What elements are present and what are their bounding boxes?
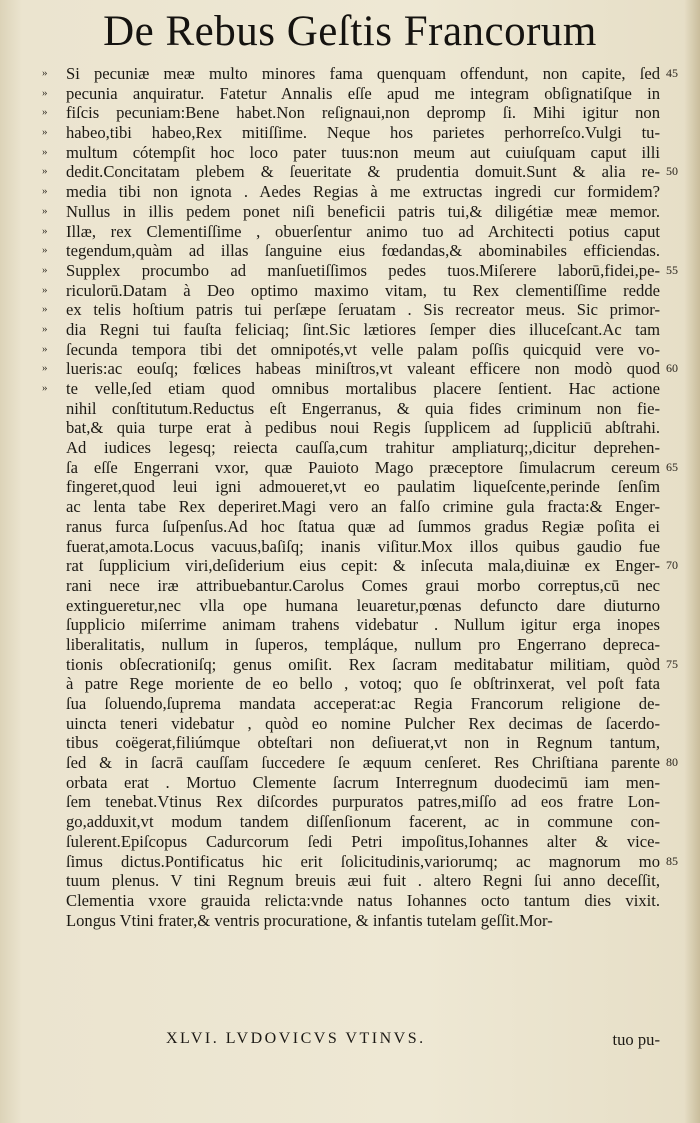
text-line [66, 753, 678, 773]
catchword: tuo pu- [612, 1030, 660, 1049]
text-line [66, 812, 660, 832]
text-line [66, 694, 660, 714]
text-line [42, 319, 660, 340]
text-line [66, 911, 660, 931]
line-number: 65 [666, 459, 678, 474]
line-text: Nullus in illis pedem ponet niſi beneficii patris tui,& diligétiæ meæ memor. [66, 201, 660, 221]
text-line [42, 123, 660, 143]
line-text: ſem tenebat.Vtinus Rex diſcordes purpuratos patres,miſſo ad eos fratre Lon- [66, 792, 660, 812]
page-edge-shadow [684, 0, 700, 1123]
text-line [66, 654, 678, 675]
text-line [66, 399, 660, 419]
line-text: ſecunda tempora tibi det omnipotés,vt velle palam poſſis quicquid vere vo- [66, 339, 660, 359]
text-line [42, 379, 660, 399]
text-line [66, 832, 660, 852]
text-line [42, 142, 660, 163]
line-number: 55 [666, 262, 678, 277]
line-text: Ad iudices legesq; reiecta cauſſa,cum trahitur ampliaturq;,dicitur deprehen- [66, 438, 660, 458]
quotation-mark: » [42, 86, 48, 99]
line-text: ſed & in ſacrā cauſſam ſuccedere ſe æquum cenſeret. Res Chriſtiana parente [66, 753, 660, 773]
section-heading: XLVI. LVDOVICVS VTINVS. [166, 1030, 426, 1047]
line-text: à patre Rege moriente de eo bello , votoq; quo ſe obſtrinxerat, vel poſt fata [66, 674, 660, 694]
line-text: ac lenta tabe Rex deperiret.Magi vero an falſo crimine gula fracta:& Enger- [66, 497, 660, 517]
quotation-mark: » [42, 362, 48, 375]
line-text: rat ſupplicium viri,deſiderium eius cepit: & inſecuta mala,diuinæ ex Enger- [66, 556, 660, 576]
quotation-mark: » [42, 263, 48, 276]
text-line [42, 241, 660, 261]
line-text: ſupplicio miſerrime animam trahens videbatur . Nullum igitur erga inopes [66, 615, 660, 635]
text-line [42, 162, 678, 182]
line-text: te velle,ſed etiam quod omnibus mortalibus placere ſentient. Hac actione [66, 379, 660, 398]
line-text: nihil conſtitutum.Reductus eſt Engerranus, & quia fides criminum non fie- [66, 398, 660, 418]
text-line [66, 596, 660, 616]
text-line [66, 556, 678, 576]
body-text [42, 64, 678, 930]
line-text: extingueretur,nec vlla ope humana leuaretur,pœnas defuncto dare diuturno [66, 595, 660, 615]
text-line [66, 438, 660, 458]
line-text: ſa eſſe Engerrani vxor, quæ Pauioto Mago præceptore ſimulacrum cereum [66, 457, 660, 477]
text-line [66, 576, 660, 596]
line-text: go,adduxit,vt modum tandem diſſenſionum facerent, ac in commune con- [66, 812, 660, 832]
quotation-mark: » [42, 204, 48, 217]
line-text: dedit.Concitatam plebem & ſeueritate & prudentia domuit.Sunt & alia re- [66, 162, 660, 182]
line-text: fiſcis pecuniam:Bene habet.Non reſignaui,non depromp ſi. Mihi igitur non [66, 103, 660, 123]
line-text: orbata erat . Mortuo Clemente ſacrum Interregnum duodecimū iam men- [66, 772, 660, 792]
running-title: De Rebus Geſtis Francorum [103, 8, 597, 55]
text-line [42, 359, 678, 379]
text-line [66, 851, 678, 872]
quotation-mark: » [42, 67, 48, 79]
quotation-mark: » [42, 106, 48, 119]
line-number: 60 [666, 361, 678, 376]
line-text: Longus Vtini frater,& ventris procuratione, & infantis tutelam geſſit.Mor- [66, 910, 553, 930]
line-text: Supplex procumbo ad manſuetiſſimos pedes tuos.Miſerere laborū,fidei,pe- [66, 260, 660, 280]
text-line [42, 182, 660, 202]
line-text: fuerat,amota.Locus vacuus,baſiſq; inanis viſitur.Mox illos quibus gaudio fue [66, 536, 660, 556]
text-line [66, 871, 660, 891]
text-line [42, 300, 660, 320]
line-text: liberalitatis, nullum in ſuperos, templáque, nullum pro Engerrano depreca- [66, 634, 660, 654]
line-text: rani nece iræ attribuebantur.Carolus Comes graui morbo correptus,cū nec [66, 575, 660, 595]
line-number: 70 [666, 558, 678, 573]
text-line [42, 83, 660, 104]
line-text: dia Regni tui fauſta feliciaq; ſint.Sic lætiores ſemper dies illuceſcant.Ac tam [66, 319, 660, 339]
text-line [66, 674, 660, 694]
text-line [66, 517, 660, 537]
quotation-mark: » [42, 283, 48, 296]
line-text: tuum plenus. V tini Regnum breuis æui fuit . altero Regni ſui anno deceſſit, [66, 871, 660, 891]
line-text: pecunia anquiratur. Fatetur Annalis eſſe apud me integram obſignatiſque in [66, 83, 660, 103]
line-text: ſua ſoluendo,ſuprema mandata acceperat:ac Regia Francorum religione de- [66, 694, 660, 713]
line-number: 45 [666, 66, 678, 80]
line-text: multum cótempſit hoc loco pater tuus:non meum aut cuiuſquam caput illi [66, 142, 660, 162]
text-line [42, 64, 678, 84]
line-text: ſulerent.Epiſcopus Cadurcorum ſedi Petri impoſitus,Iohannes alter & vice- [66, 831, 660, 851]
quotation-mark: » [42, 342, 48, 355]
text-line [66, 418, 660, 438]
line-number: 85 [666, 853, 678, 868]
line-text: ſimus dictus.Pontificatus hic erit ſolicitudinis,variorumq; ac magnorum mo [66, 851, 660, 871]
line-text: Si pecuniæ meæ multo minores fama quenquam offendunt, non capite, ſed [66, 64, 660, 83]
text-line [42, 260, 678, 281]
line-number: 80 [666, 755, 678, 770]
text-line [66, 891, 660, 911]
line-text: ex telis hoſtium patris tui perſæpe ſeruatam . Sis recreator meus. Sic primor- [66, 300, 660, 320]
quotation-mark: » [42, 322, 48, 335]
line-text: tibus coëgerat,filiúmque obteſtari non deſiuerat,vt non in Regnum tantum, [66, 733, 660, 753]
line-text: lueris:ac eouſq; fœlices habeas miniſtros,vt valeant efficere non modò quod [66, 359, 660, 379]
line-text: ranus furca ſuſpenſus.Ad hoc ſtatua quæ ad ſummos gradus Regiæ poſita ei [66, 516, 660, 536]
page-footer [66, 1030, 660, 1052]
quotation-mark: » [42, 382, 48, 394]
text-line [66, 714, 660, 734]
quotation-mark: » [42, 303, 48, 316]
quotation-mark: » [42, 165, 48, 178]
text-line [66, 635, 660, 655]
line-text: habeo,tibi habeo,Rex mitiſſime. Neque hos parietes perhorreſco.Vulgi tu- [66, 123, 660, 143]
line-text: bat,& quia turpe erat à pedibus noui Regis ſupplicem ad ſuppliciū abſtrahi. [66, 418, 660, 438]
quotation-mark: » [42, 244, 48, 257]
text-line [66, 615, 660, 635]
quotation-mark: » [42, 185, 48, 198]
text-line [42, 339, 660, 360]
line-number: 75 [666, 656, 678, 671]
text-line [66, 537, 660, 557]
text-line [66, 773, 660, 793]
line-text: fingeret,quod leui igni admoueret,vt eo paulatim liqueſcente,perinde ſenſim [66, 477, 660, 497]
text-line [42, 201, 660, 222]
text-line [66, 477, 660, 497]
quotation-mark: » [42, 224, 48, 237]
line-text: Clementia vxore grauida relicta:vnde natus Iohannes octo tantum dies vixit. [66, 890, 660, 910]
line-text: riculorū.Datam à Deo optimo maximo vitam, tu Rex clementiſſime redde [66, 280, 660, 300]
line-number: 50 [666, 164, 678, 179]
text-line [42, 221, 660, 242]
line-text: uincta teneri videbatur , quòd eo nomine Pulcher Rex decimas de ſacerdo- [66, 713, 660, 733]
text-line [66, 497, 660, 517]
line-text: tegendum,quàm ad illas ſanguine eius fœdandas,& abominabiles efficiendas. [66, 241, 660, 261]
text-line [66, 792, 660, 812]
text-line [42, 280, 660, 301]
line-text: tionis obſecrationiſq; genus omiſit. Rex ſacram meditabatur militiam, quòd [66, 654, 660, 674]
text-line [66, 457, 678, 478]
line-text: media tibi non ignota . Aedes Regias à me extructas ingredi cur formidem? [66, 182, 660, 202]
quotation-mark: » [42, 126, 48, 139]
line-text: Illæ, rex Clementiſſime , obuerſentur animo tuo ad Architecti potius caput [66, 221, 660, 241]
text-line [66, 733, 660, 753]
text-line [42, 103, 660, 123]
quotation-mark: » [42, 145, 48, 158]
